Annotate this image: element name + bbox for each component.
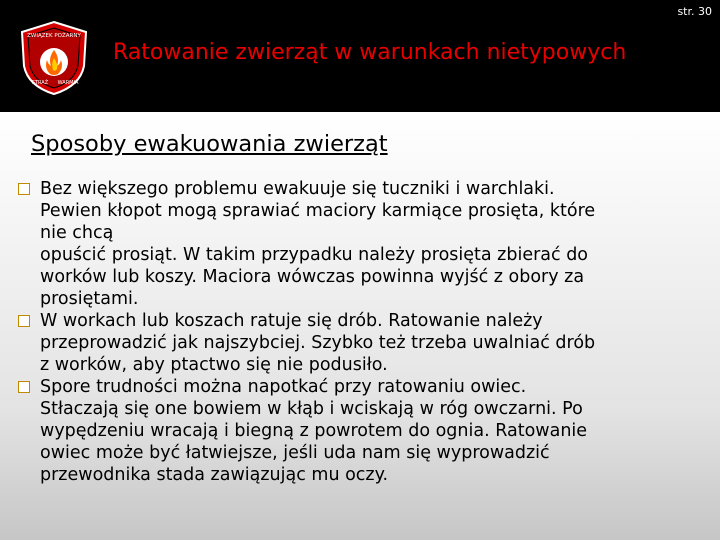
bullet-item	[18, 376, 698, 486]
bullet-line: owiec może być łatwiejsze, jeśli uda nam się wyprowadzić	[40, 443, 550, 463]
slide-header	[0, 0, 720, 112]
bullet-line: z worków, aby ptactwo się nie podusiło.	[40, 355, 388, 375]
bullet-list	[18, 178, 698, 486]
bullet-line: Stłaczają się one bowiem w kłąb i wciskają w róg owczarni. Po	[40, 399, 583, 419]
slide-content	[0, 112, 720, 540]
checkbox-icon	[18, 381, 30, 393]
logo-top-text: ZWIĄZEK POŻARNY	[27, 33, 81, 39]
bullet-line: przeprowadzić jak najszybciej. Szybko też trzeba uwalniać drób	[40, 333, 596, 353]
checkbox-icon	[18, 183, 30, 195]
bullet-line: Pewien kłopot mogą sprawiać maciory karmiące prosięta, które	[40, 201, 596, 221]
bullet-item	[18, 310, 698, 376]
bullet-line: Bez większego problemu ewakuuje się tuczniki i warchlaki.	[40, 179, 555, 199]
bullet-line: worków lub koszy. Maciora wówczas powinna wyjść z obory za	[40, 267, 585, 287]
bullet-line: opuścić prosiąt. W takim przypadku należy prosięta zbierać do	[40, 245, 589, 265]
bullet-line: W workach lub koszach ratuje się drób. Ratowanie należy	[40, 311, 543, 331]
logo-bottom-left-text: STRAŻ	[31, 80, 49, 86]
bullet-line: wypędzeniu wracają i biegną z powrotem do ognia. Ratowanie	[40, 421, 588, 441]
bullet-line: przewodnika stada zawiązując mu oczy.	[40, 465, 389, 485]
bullet-line: Spore trudności można napotkać przy ratowaniu owiec.	[40, 377, 527, 397]
bullet-item	[18, 178, 698, 310]
checkbox-icon	[18, 315, 30, 327]
section-subtitle: Sposoby ewakuowania zwierząt	[31, 131, 388, 157]
bullet-line: prosiętami.	[40, 289, 139, 309]
page-number: str. 30	[677, 5, 712, 18]
slide-title: Ratowanie zwierząt w warunkach nietypowych	[113, 40, 627, 65]
bullet-line: nie chcą	[40, 223, 114, 243]
logo-bottom-right-text: WARMIA	[57, 80, 79, 86]
fire-brigade-logo	[18, 20, 90, 96]
